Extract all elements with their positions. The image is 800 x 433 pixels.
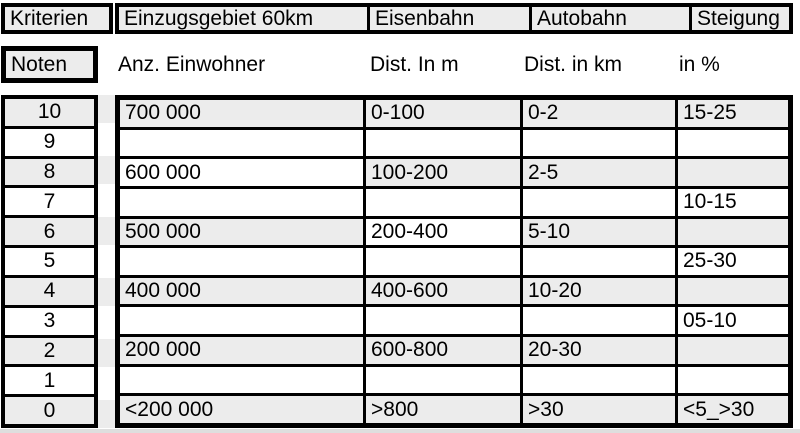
body-cell-row1-col0 — [120, 367, 363, 394]
body-cell-row10-col3: 15-25 — [678, 100, 788, 127]
body-cell-row6-col0: 500 000 — [120, 219, 363, 246]
body-cell-row0-col2: >30 — [523, 396, 675, 423]
noten-cell-4: 4 — [5, 278, 94, 305]
body-cell-row6-col2: 5-10 — [523, 219, 675, 246]
noten-cell-8: 8 — [5, 159, 94, 186]
column-header-einzugsgebiet: Einzugsgebiet 60km — [119, 7, 367, 30]
gap-strip — [98, 248, 115, 276]
row-header-cell — [1, 46, 98, 83]
body-cell-row10-col2: 0-2 — [523, 100, 675, 127]
corner-header-label: Kriterien — [10, 6, 89, 30]
noten-cell-1: 1 — [5, 367, 94, 394]
body-cell-row1-col1 — [366, 367, 520, 394]
body-cell-row0-col0: <200 000 — [120, 396, 363, 423]
body-cell-row2-col2: 20-30 — [523, 337, 675, 364]
gap-strip — [98, 278, 115, 306]
body-cell-row4-col3 — [678, 278, 788, 305]
gap-strip — [98, 370, 115, 398]
column-header-row — [115, 3, 793, 34]
body-cell-row9-col2 — [523, 130, 675, 157]
body-cell-row2-col3 — [678, 337, 788, 364]
gap-strip — [98, 400, 115, 428]
body-cell-row3-col2 — [523, 307, 675, 334]
noten-score-column — [1, 95, 98, 428]
body-cell-row4-col0: 400 000 — [120, 278, 363, 305]
noten-cell-7: 7 — [5, 188, 94, 215]
gap-strip — [98, 126, 115, 154]
noten-cell-3: 3 — [5, 308, 94, 335]
unit-label-einwohner: Anz. Einwohner — [118, 53, 266, 76]
gap-strip — [98, 339, 115, 367]
noten-cell-9: 9 — [5, 129, 94, 156]
body-cell-row10-col1: 0-100 — [366, 100, 520, 127]
body-cell-row6-col1: 200-400 — [366, 219, 520, 246]
column-header-autobahn: Autobahn — [532, 7, 689, 30]
noten-cell-2: 2 — [5, 338, 94, 365]
body-cell-row0-col1: >800 — [366, 396, 520, 423]
row-header-label: Noten — [11, 52, 68, 76]
body-cell-row8-col1: 100-200 — [366, 159, 520, 186]
noten-cell-5: 5 — [5, 248, 94, 275]
column-header-steigung: Steigung — [692, 7, 789, 30]
bottom-edge-strip — [0, 429, 800, 433]
body-cell-row4-col2: 10-20 — [523, 278, 675, 305]
table-body-grid — [115, 95, 793, 428]
body-cell-row5-col1 — [366, 248, 520, 275]
body-cell-row9-col0 — [120, 130, 363, 157]
body-cell-row4-col1: 400-600 — [366, 278, 520, 305]
body-cell-row9-col3 — [678, 130, 788, 157]
body-cell-row6-col3 — [678, 219, 788, 246]
noten-cell-6: 6 — [5, 218, 94, 245]
gap-strip — [98, 156, 115, 184]
body-cell-row7-col3: 10-15 — [678, 189, 788, 216]
body-cell-row8-col0: 600 000 — [120, 159, 363, 186]
body-cell-row3-col0 — [120, 307, 363, 334]
body-cell-row3-col1 — [366, 307, 520, 334]
body-cell-row7-col2 — [523, 189, 675, 216]
body-cell-row9-col1 — [366, 130, 520, 157]
body-cell-row8-col2: 2-5 — [523, 159, 675, 186]
body-cell-row10-col0: 700 000 — [120, 100, 363, 127]
noten-cell-0: 0 — [5, 397, 94, 424]
unit-label-dist-m: Dist. In m — [370, 53, 459, 76]
gap-strip — [98, 309, 115, 337]
body-cell-row7-col0 — [120, 189, 363, 216]
column-header-eisenbahn: Eisenbahn — [370, 7, 529, 30]
body-cell-row8-col3 — [678, 159, 788, 186]
corner-header-cell — [1, 3, 113, 34]
gap-strip — [98, 95, 115, 123]
body-cell-row5-col2 — [523, 248, 675, 275]
body-cell-row5-col0 — [120, 248, 363, 275]
body-cell-row2-col1: 600-800 — [366, 337, 520, 364]
gap-strip-column — [98, 95, 115, 428]
unit-label-dist-km: Dist. in km — [524, 53, 623, 76]
gap-strip — [98, 217, 115, 245]
body-cell-row5-col3: 25-30 — [678, 248, 788, 275]
gap-strip — [98, 187, 115, 215]
body-cell-row1-col3 — [678, 367, 788, 394]
body-cell-row2-col0: 200 000 — [120, 337, 363, 364]
body-cell-row0-col3: <5_>30 — [678, 396, 788, 423]
body-cell-row1-col2 — [523, 367, 675, 394]
unit-label-percent: in % — [679, 53, 720, 76]
body-cell-row3-col3: 05-10 — [678, 307, 788, 334]
body-cell-row7-col1 — [366, 189, 520, 216]
noten-cell-10: 10 — [5, 99, 94, 126]
